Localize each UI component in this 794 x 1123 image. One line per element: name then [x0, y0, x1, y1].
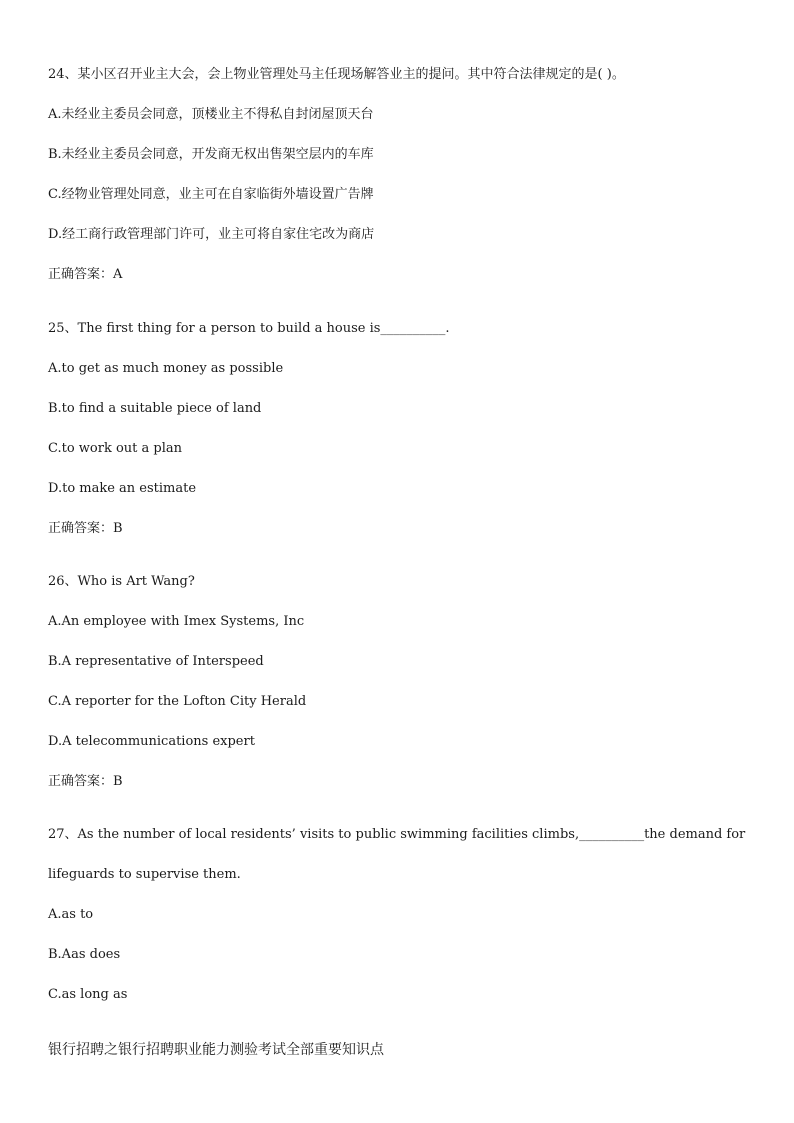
question-25-option-a: A.to get as much money as possible [48, 361, 284, 376]
question-26-option-c: C.A reporter for the Lofton City Herald [48, 694, 307, 709]
question-24-text: 24、某小区召开业主大会，会上物业管理处马主任现场解答业主的提问。其中符合法律规定的是( )。 [48, 67, 625, 82]
question-27-option-a: A.as to [48, 907, 94, 922]
question-26-option-a: A.An employee with Imex Systems, Inc [48, 614, 305, 629]
question-27-option-c: C.as long as [48, 987, 128, 1002]
question-25-text: 25、The first thing for a person to build a house is__________. [48, 321, 450, 336]
question-25-option-b: B.to find a suitable piece of land [48, 401, 262, 416]
page-footer: 银行招聘之银行招聘职业能力测验考试全部重要知识点 [48, 1042, 384, 1058]
question-26-text: 26、Who is Art Wang? [48, 574, 195, 589]
question-27-text: 27、As the number of local residents’ visits to public swimming facilities climbs,__________the demand for lifeguards to supervise them. [48, 827, 746, 882]
question-24-answer: 正确答案：A [48, 267, 123, 282]
question-24-option-d: D.经工商行政管理部门许可，业主可将自家住宅改为商店 [48, 227, 375, 242]
question-26-option-b: B.A representative of Interspeed [48, 654, 264, 669]
question-24-option-a: A.未经业主委员会同意，顶楼业主不得私自封闭屋顶天台 [48, 107, 374, 122]
question-25-option-c: C.to work out a plan [48, 441, 183, 456]
question-27-option-b: B.Aas does [48, 947, 121, 962]
question-25-option-d: D.to make an estimate [48, 481, 197, 496]
question-24-option-c: C.经物业管理处同意，业主可在自家临街外墙设置广告牌 [48, 187, 374, 202]
question-26-answer: 正确答案：B [48, 774, 123, 789]
question-26-option-d: D.A telecommunications expert [48, 734, 255, 749]
question-25-answer: 正确答案：B [48, 521, 123, 536]
question-24-option-b: B.未经业主委员会同意，开发商无权出售架空层内的车库 [48, 147, 374, 162]
